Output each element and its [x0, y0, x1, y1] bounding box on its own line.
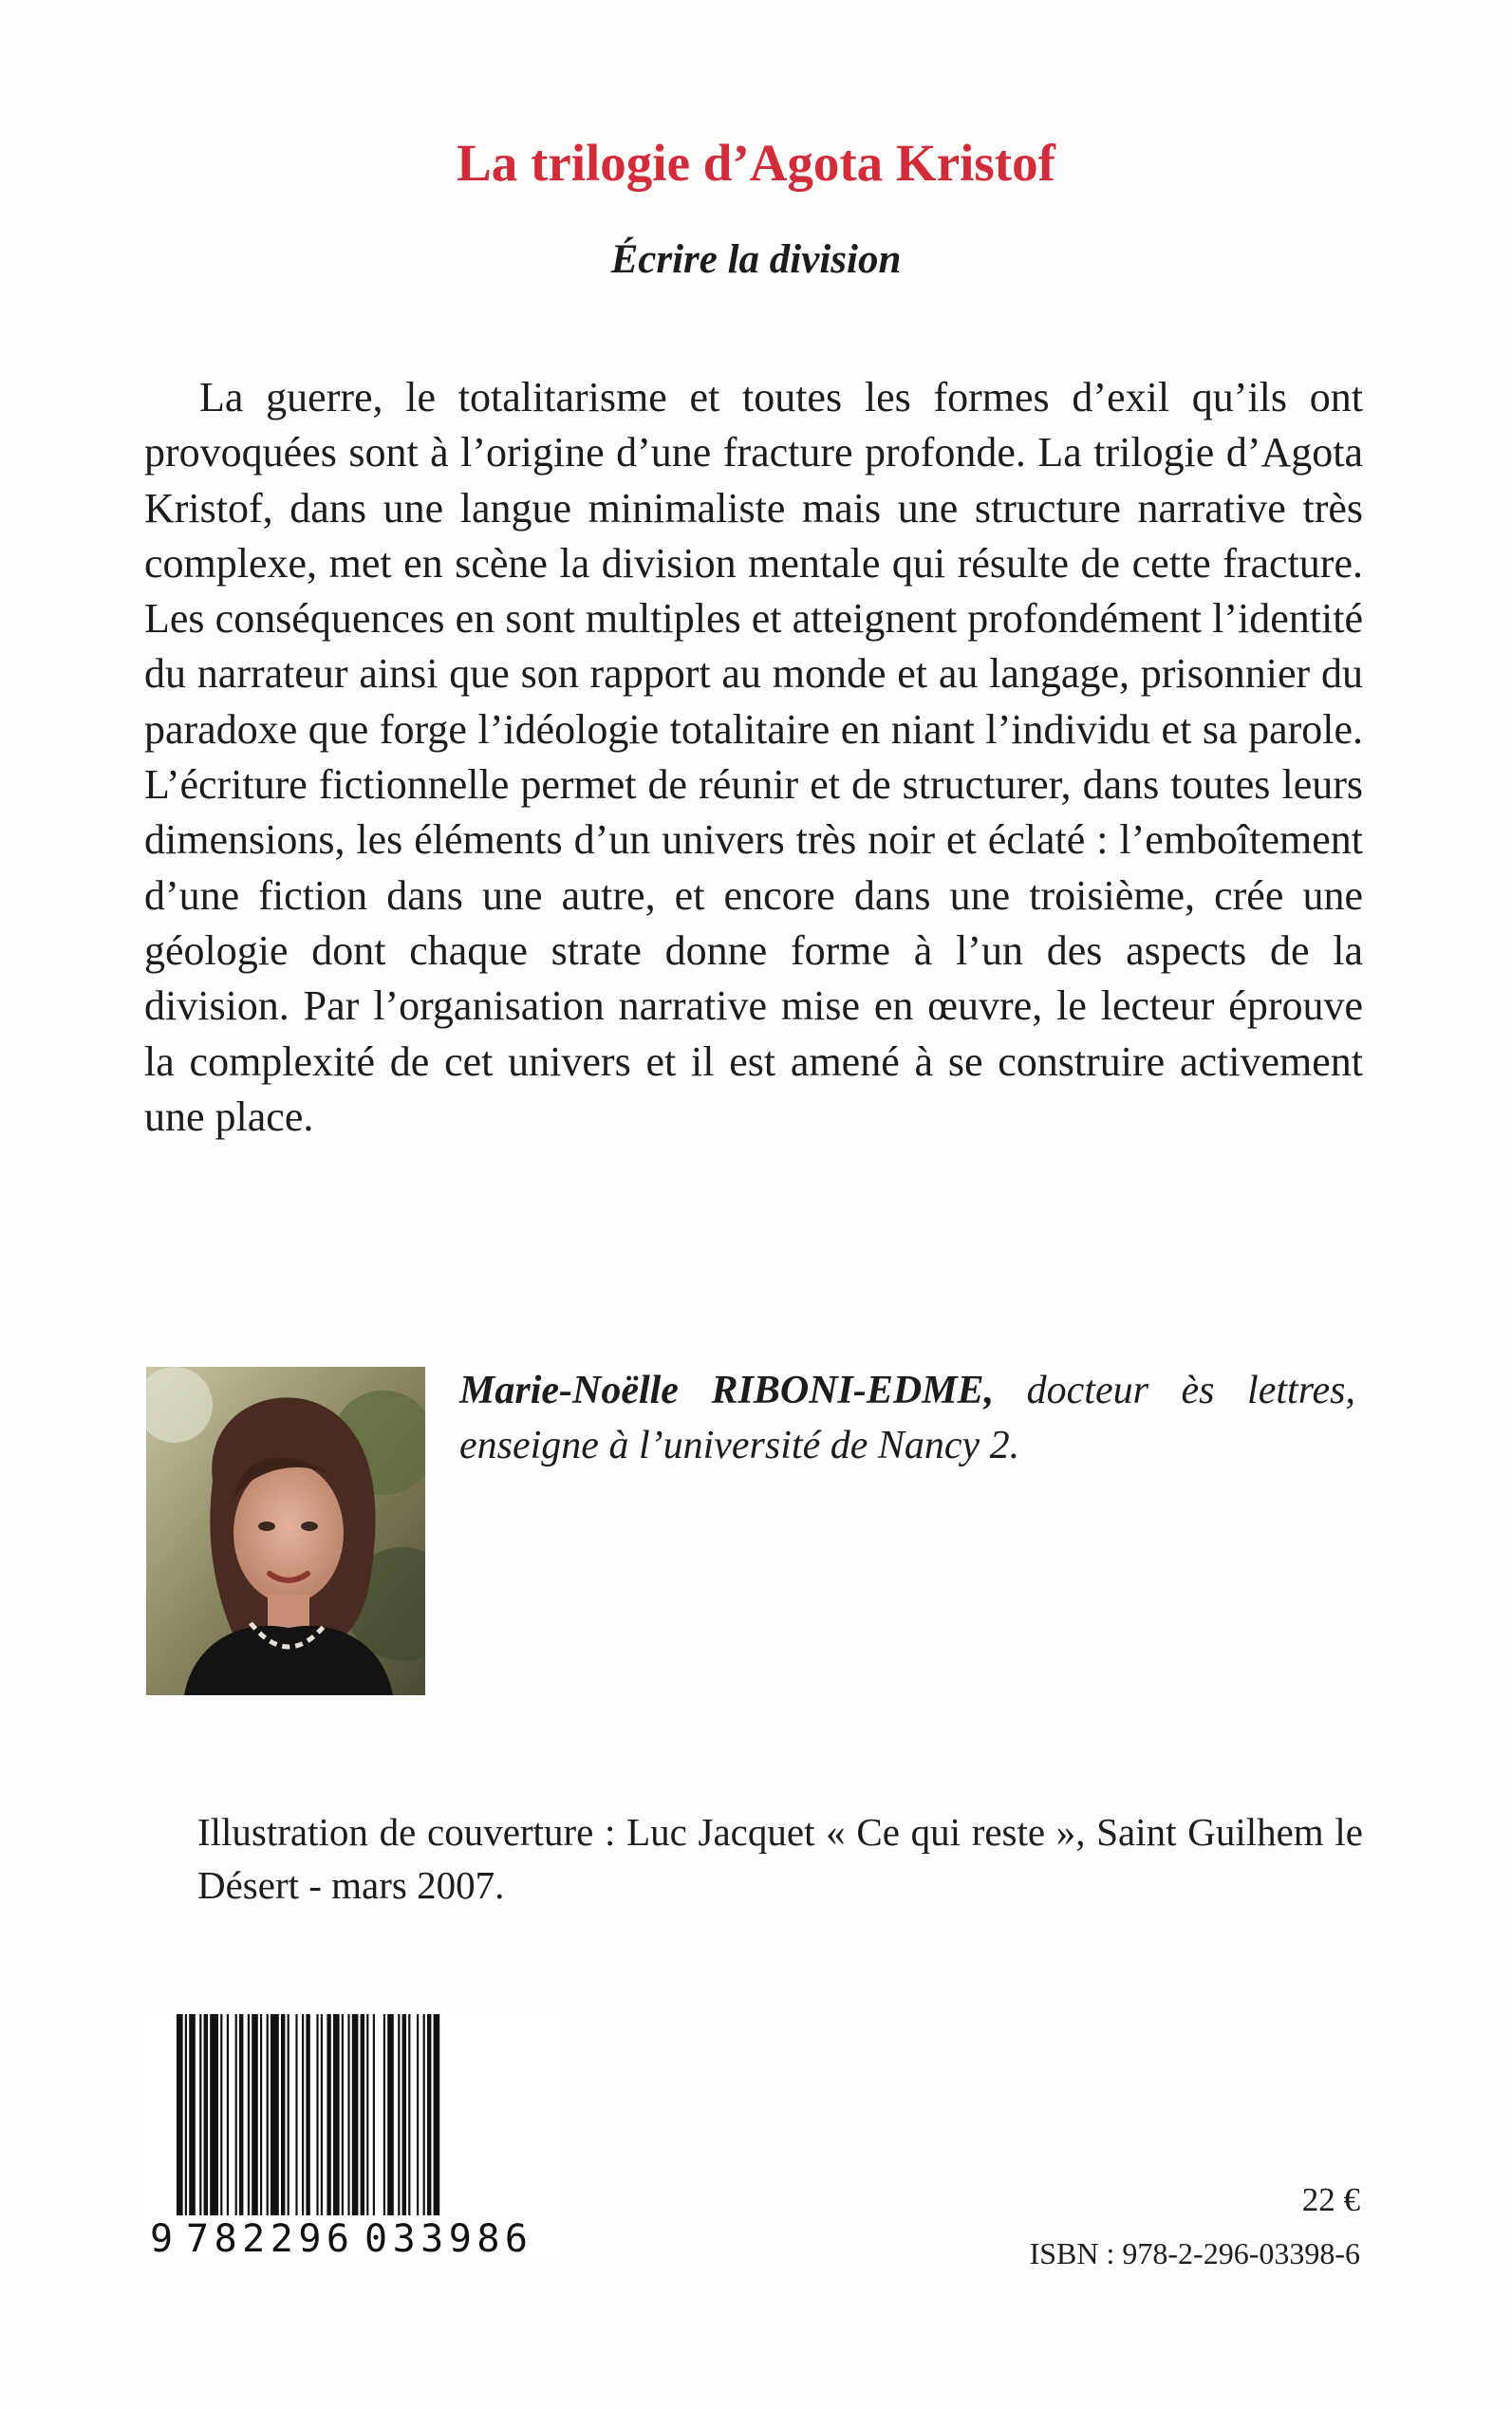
barcode-bar	[417, 2014, 419, 2215]
barcode-bar	[271, 2014, 279, 2215]
barcode-bar	[333, 2014, 340, 2215]
barcode-bar	[189, 2014, 196, 2215]
barcode-bar	[239, 2014, 243, 2215]
barcode-bar	[267, 2014, 269, 2215]
barcode-bar	[366, 2014, 368, 2215]
barcode-bar	[427, 2014, 431, 2234]
barcode-digit-first: 9	[150, 2217, 174, 2256]
isbn: ISBN : 978-2-296-03398-6	[1029, 2236, 1360, 2270]
barcode-bar	[252, 2014, 258, 2215]
blurb-paragraph: La guerre, le totalitarisme et toutes les formes d’exil qu’ils ont provoquées sont à l’origine d’une fracture profonde. La trilogie d’Agota Kristof, dans une langue minimaliste mais une structure narrative très complexe, met en scène la division mentale qui résulte de cette fracture. Les conséquences en sont multiples et atteignent profondément l’identité du narrateur ainsi que son rapport au monde et au langage, prisonnier du paradoxe que forge l’idéologie totalitaire en niant l’individu et sa parole. L’écriture fictionnelle permet de réunir et de structurer, dans toutes leurs dimensions, les éléments d’un univers très noir et éclaté : l’emboîtement d’une fiction dans une autre, et encore dans une troisième, crée une géologie dont chaque strate donne forme à l’un des aspects de la division. Par l’organisation narrative mise en œuvre, le lecteur éprouve la complexité de cet univers et il est amené à se construire activement une place.	[144, 374, 1363, 1140]
barcode-bar	[302, 2014, 304, 2215]
barcode-bar	[361, 2014, 364, 2215]
barcode-bar	[177, 2014, 183, 2234]
author-name: Marie-Noëlle RIBONI-EDME,	[459, 1369, 995, 1412]
barcode-bar	[342, 2014, 344, 2215]
barcode-bar	[402, 2014, 406, 2215]
barcode-digits-right: 033986	[364, 2217, 528, 2256]
barcode-bar	[387, 2014, 394, 2215]
barcode-bar	[204, 2014, 208, 2215]
barcode-digits-left: 782296	[186, 2217, 349, 2256]
barcode-bar	[199, 2014, 201, 2215]
barcode-bar	[321, 2014, 323, 2215]
barcode-bar	[248, 2014, 250, 2215]
barcode-bar	[434, 2014, 440, 2234]
book-title: La trilogie d’Agota Kristof	[457, 134, 1055, 192]
barcode-bar	[408, 2014, 410, 2215]
book-subtitle: Écrire la division	[610, 237, 902, 282]
barcode-bar	[210, 2014, 218, 2215]
barcode-bar	[220, 2014, 222, 2215]
barcode-bar	[227, 2014, 229, 2215]
barcode-bar	[316, 2014, 318, 2234]
barcode-bar	[288, 2014, 289, 2215]
barcode-bar	[423, 2014, 425, 2215]
barcode-bar	[383, 2014, 385, 2215]
barcode	[144, 2014, 562, 2256]
barcode-bar	[347, 2014, 349, 2215]
barcode-bar	[373, 2014, 375, 2215]
illustration-credit: Illustration de couverture : Luc Jacquet « Ce qui reste », Saint Guilhem le Désert - mars 2007.	[197, 1810, 1363, 1907]
author-photo	[146, 1367, 425, 1695]
barcode-bar	[327, 2014, 330, 2215]
barcode-bar	[352, 2014, 359, 2215]
barcode-bar	[306, 2014, 309, 2234]
barcode-bar	[281, 2014, 285, 2215]
barcode-bar	[398, 2014, 400, 2215]
barcode-bar	[235, 2014, 237, 2215]
barcode-bars	[144, 2014, 562, 2256]
author-description: docteur ès lettres, enseigne à l’université de Nancy 2.	[459, 1369, 1355, 1467]
barcode-bar	[295, 2014, 297, 2215]
price: 22 €	[1301, 2181, 1360, 2218]
barcode-bar	[185, 2014, 187, 2234]
barcode-bar	[260, 2014, 262, 2215]
author-portrait-image	[146, 1367, 425, 1695]
author-bio	[459, 1363, 1355, 1473]
